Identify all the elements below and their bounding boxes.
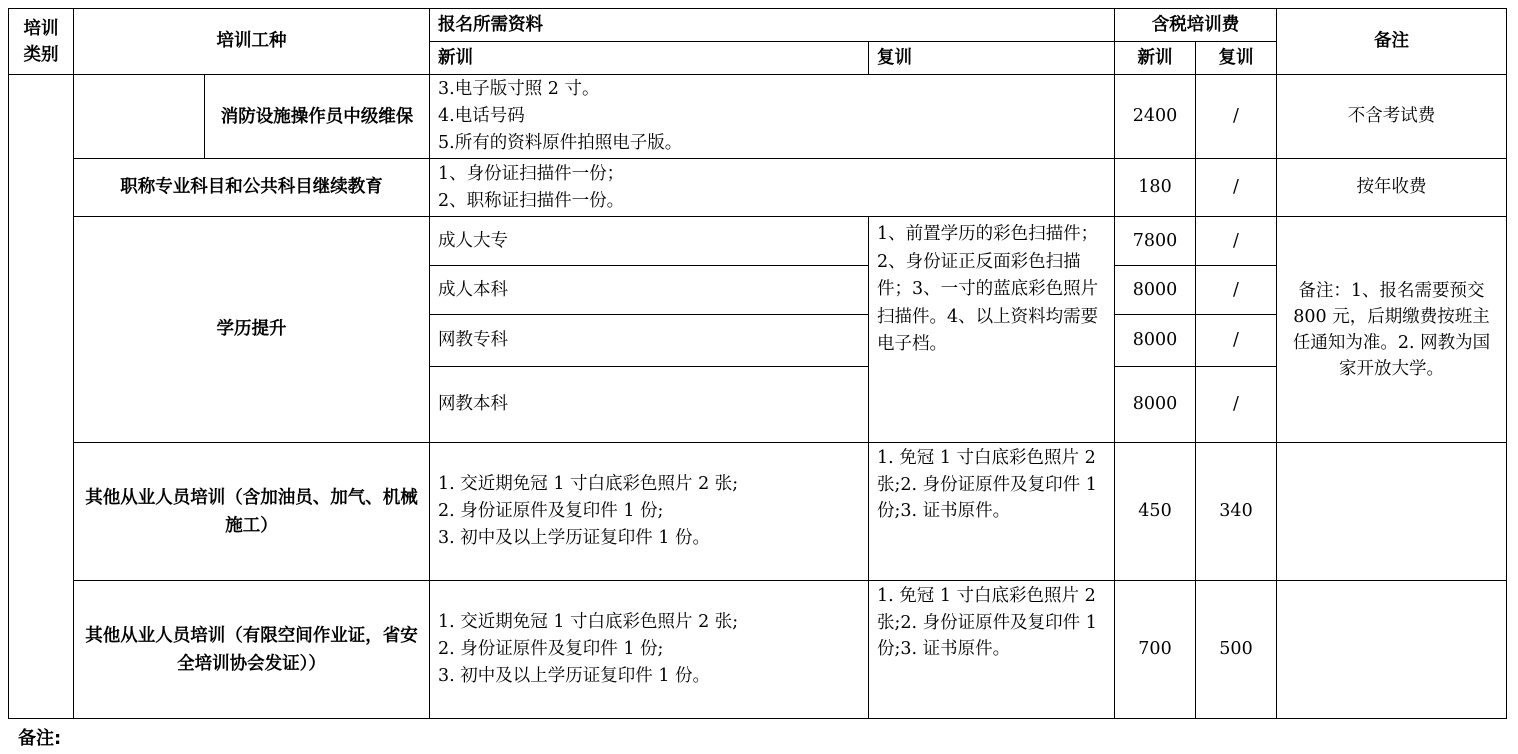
remark-cell — [1277, 581, 1507, 719]
materials-re-cell: 1. 免冠 1 寸白底彩色照片 2 张;2. 身份证原件及复印件 1 份;3. 证书原件。 — [869, 443, 1115, 581]
fee-re-cell: 340 — [1196, 443, 1277, 581]
table-row — [9, 159, 1507, 217]
fee-new-cell: 7800 — [1115, 217, 1196, 266]
remark-cell — [1277, 443, 1507, 581]
header-row-1 — [9, 9, 1507, 42]
training-type-name: 职称专业科目和公共科目继续教育 — [74, 159, 430, 217]
fee-new-cell: 450 — [1115, 443, 1196, 581]
education-subitem: 网教本科 — [430, 367, 869, 443]
material-line: 1. 交近期免冠 1 寸白底彩色照片 2 张; — [438, 612, 739, 632]
table-row — [9, 75, 1507, 159]
fee-new-cell: 8000 — [1115, 266, 1196, 315]
remark-cell: 备注：1、报名需要预交 800 元，后期缴费按班主任通知为准。2. 网教为国家开放大学。 — [1277, 217, 1507, 443]
remark-cell: 不含考试费 — [1277, 75, 1507, 159]
training-type-name: 其他从业人员培训（含加油员、加气、机械施工） — [74, 443, 430, 581]
material-line: 3. 初中及以上学历证复印件 1 份。 — [438, 666, 711, 686]
header-fee-new: 新训 — [1115, 42, 1196, 75]
education-subitem: 成人本科 — [430, 266, 869, 315]
education-subitem: 成人大专 — [430, 217, 869, 266]
fee-re-cell: / — [1196, 266, 1277, 315]
fee-re-cell: / — [1196, 159, 1277, 217]
category-cell-blank — [9, 75, 74, 719]
material-line: 4.电话号码 — [438, 106, 525, 126]
fee-re-cell: / — [1196, 75, 1277, 159]
fee-re-cell: / — [1196, 367, 1277, 443]
header-category: 培训 类别 — [9, 9, 74, 75]
training-type-name: 学历提升 — [74, 217, 430, 443]
materials-cell — [430, 75, 1115, 159]
table-row — [9, 443, 1507, 581]
material-line: 1、身份证扫描件一份； — [438, 163, 625, 184]
fee-new-cell: 2400 — [1115, 75, 1196, 159]
header-remarks: 备注 — [1277, 9, 1507, 75]
material-line: 1. 交近期免冠 1 寸白底彩色照片 2 张; — [438, 474, 739, 494]
material-line: 3. 初中及以上学历证复印件 1 份。 — [438, 528, 711, 548]
material-line: 2. 身份证原件及复印件 1 份; — [438, 501, 664, 521]
fee-re-cell: / — [1196, 315, 1277, 367]
material-line: 2. 身份证原件及复印件 1 份; — [438, 639, 664, 659]
header-training-type: 培训工种 — [74, 9, 430, 75]
material-line: 3.电子版寸照 2 寸。 — [438, 79, 600, 99]
remark-cell: 按年收费 — [1277, 159, 1507, 217]
materials-re-cell: 1、前置学历的彩色扫描件；2、身份证正反面彩色扫描件；3、一寸的蓝底彩色照片扫描件。4、以上资料均需要电子档。 — [869, 217, 1115, 443]
header-fee-re: 复训 — [1196, 42, 1277, 75]
material-line: 2、职称证扫描件一份。 — [438, 190, 625, 211]
header-fee: 含税培训费 — [1115, 9, 1277, 42]
materials-cell — [430, 159, 1115, 217]
fee-new-cell: 700 — [1115, 581, 1196, 719]
training-type-name: 消防设施操作员中级维保 — [205, 75, 430, 159]
training-fee-table — [8, 8, 1507, 719]
fee-re-cell: 500 — [1196, 581, 1277, 719]
education-subitem: 网教专科 — [430, 315, 869, 367]
header-materials-new: 新训 — [430, 42, 869, 75]
footer-note-title: 备注: — [18, 728, 62, 749]
fee-new-cell: 8000 — [1115, 315, 1196, 367]
fee-new-cell: 8000 — [1115, 367, 1196, 443]
table-row — [9, 581, 1507, 719]
fee-re-cell: / — [1196, 217, 1277, 266]
fee-new-cell: 180 — [1115, 159, 1196, 217]
table-row — [9, 217, 1507, 266]
training-type-name: 其他从业人员培训（有限空间作业证，省安全培训协会发证）） — [74, 581, 430, 719]
materials-new-cell — [430, 581, 869, 719]
materials-re-cell: 1. 免冠 1 寸白底彩色照片 2 张;2. 身份证原件及复印件 1 份;3. 证书原件。 — [869, 581, 1115, 719]
header-materials: 报名所需资料 — [430, 9, 1115, 42]
header-materials-re: 复训 — [869, 42, 1115, 75]
subcategory-cell-blank — [74, 75, 205, 159]
material-line: 5.所有的资料原件拍照电子版。 — [438, 133, 683, 153]
materials-new-cell — [430, 443, 869, 581]
